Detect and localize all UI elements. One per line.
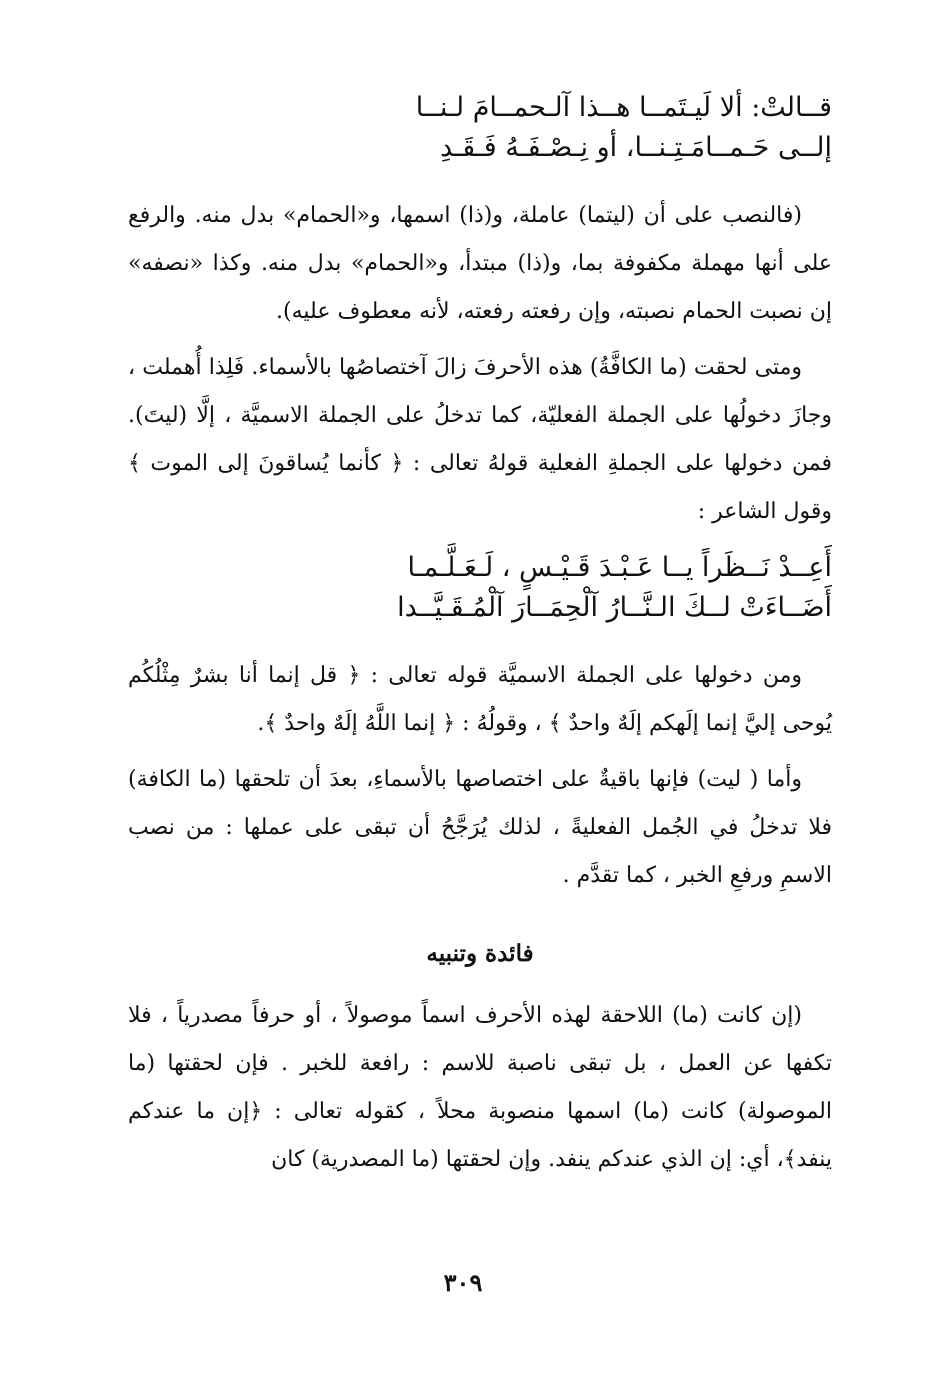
paragraph-kaffa: ومتى لحقت (ما الكافَّةُ) هذه الأحرفَ زالَ آختصاصُها بالأسماء. فَلِذا أُهملت ، وجازَ دخولُها على الجملة الفعليّة، كما تدخلُ على الجملة الاسميَّة ، إلَّا (ليتَ). فمن دخولها على الجملةِ الفعلية قولهُ تعالى : ﴿ كأنما يُساقونَ إلى الموت ﴾ وقول الشاعر :: [128, 355, 832, 524]
paragraph-layta: وأما ( ليت) فإنها باقيةٌ على اختصاصها بالأسماءِ، بعدَ أن تلحقها (ما الكافة) فلا تدخلُ في الجُمل الفعليةً ، لذلك يُرَجَّحُ أن تبقى على عملها : من نصب الاسمِ ورفعِ الخبر ، كما تقدَّم .: [128, 767, 833, 888]
section-heading: فائدة وتنبيه: [426, 940, 534, 967]
verse-hemistich-second: إلــى حَـمــامَـتِـنــا، أو نِـصْـفَـهُ فَـقَـدِ: [440, 132, 832, 163]
paragraph-nasb-explanation: (فالنصب على أن (ليتما) عاملة، و(ذا) اسمها، و«الحمام» بدل منه. والرفع على أنها مهملة مكفوفة بما، و(ذا) مبتدأ، و«الحمام» بدل منه. وكذا «نصفه» إن نصبت الحمام نصبته، وإن رفعته رفعته، لأنه معطوف عليه).: [128, 203, 832, 324]
paragraph-nominal-sentence: ومن دخولها على الجملة الاسميَّة قوله تعالى : ﴿ قل إنما أنا بشرٌ مِثْلُكُم يُوحى إليَّ إنما إلَهكم إلَهٌ واحدٌ ﴾ ، وقولُهُ : ﴿ إنما اللَّهُ إلَهٌ واحدٌ ﴾.: [128, 663, 832, 736]
paragraph-note: (إن كانت (ما) اللاحقة لهذه الأحرف اسماً موصولاً ، أو حرفاً مصدرياً ، فلا تكفها عن العمل ، بل تبقى ناصبة للاسم : رافعة للخبر . فإن لحقتها (ما الموصولة) كانت (ما) اسمها منصوبة محلاً ، كقوله تعالى : ﴿إن ما عندكم ينفد﴾، أي: إن الذي عندكم ينفد. وإن لحقتها (ما المصدرية) كان: [128, 1003, 832, 1172]
verse-hemistich-first: قــالتْ: ألا لَيـتَمــا هــذا آلـحمــامَ لـنــا: [415, 92, 832, 123]
verse-hemistich-first: أَعِــدْ نَــظَراً يــا عَـبْـدَ قَـيْـسٍ ، لَـعَـلَّـمـا: [407, 552, 832, 583]
verse-hemistich-second: أَضَــاءَتْ لــكَ الـنَّــارُ آلْحِمَــارَ آلْمُـقَـيَّــدا: [397, 592, 832, 623]
poetry-verse-1: [128, 88, 832, 168]
poetry-verse-2: [128, 548, 832, 628]
page-number: ٣٠٩: [443, 1268, 483, 1297]
page-content: [128, 88, 832, 1192]
